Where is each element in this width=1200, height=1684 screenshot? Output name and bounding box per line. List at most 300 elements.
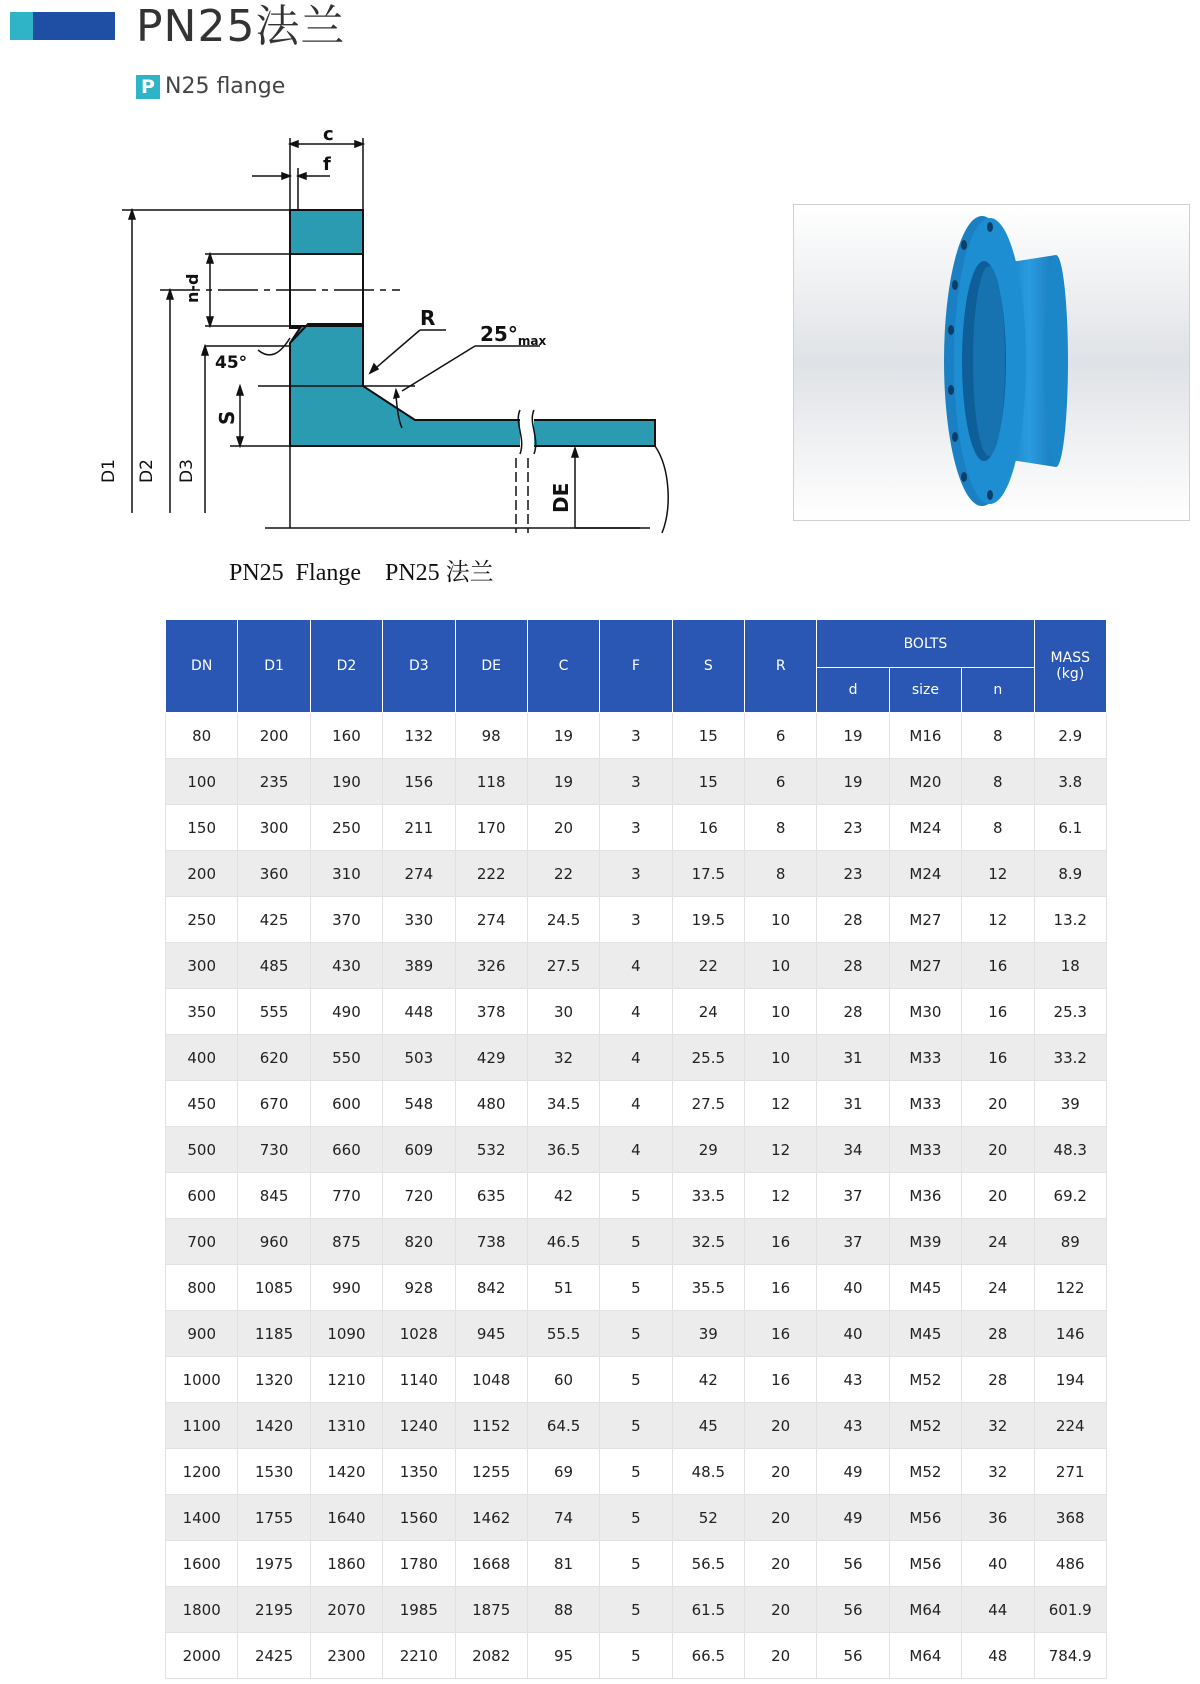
cell-de: 98 xyxy=(455,713,527,759)
col-header-bolts: BOLTS xyxy=(817,620,1034,668)
col-header-d3: D3 xyxy=(383,620,455,713)
cell-d1: 730 xyxy=(238,1127,310,1173)
cell-bolt-size: M33 xyxy=(889,1081,961,1127)
table-row xyxy=(166,1173,1107,1219)
cell-f: 4 xyxy=(600,943,672,989)
cell-dn: 1200 xyxy=(166,1449,238,1495)
cell-bolt-d: 19 xyxy=(817,713,889,759)
cell-mass: 2.9 xyxy=(1034,713,1107,759)
cell-d2: 875 xyxy=(310,1219,382,1265)
table-row xyxy=(166,759,1107,805)
cell-bolt-size: M56 xyxy=(889,1495,961,1541)
label-r: R xyxy=(420,306,436,330)
cell-d3: 274 xyxy=(383,851,455,897)
cell-d1: 1185 xyxy=(238,1311,310,1357)
page-title: PN25法兰 xyxy=(136,1,346,52)
cell-bolt-n: 12 xyxy=(962,851,1034,897)
table-row xyxy=(166,1541,1107,1587)
cell-r: 20 xyxy=(745,1587,817,1633)
cell-r: 8 xyxy=(745,851,817,897)
cell-d1: 555 xyxy=(238,989,310,1035)
cell-c: 64.5 xyxy=(527,1403,599,1449)
cell-d2: 1310 xyxy=(310,1403,382,1449)
col-header-de: DE xyxy=(455,620,527,713)
cell-r: 20 xyxy=(745,1541,817,1587)
cell-bolt-size: M56 xyxy=(889,1541,961,1587)
cell-s: 29 xyxy=(672,1127,744,1173)
cell-dn: 1600 xyxy=(166,1541,238,1587)
cell-bolt-size: M39 xyxy=(889,1219,961,1265)
cell-d1: 1085 xyxy=(238,1265,310,1311)
cell-bolt-d: 34 xyxy=(817,1127,889,1173)
cell-dn: 1800 xyxy=(166,1587,238,1633)
cell-d2: 1420 xyxy=(310,1449,382,1495)
cell-bolt-size: M64 xyxy=(889,1587,961,1633)
cell-mass: 784.9 xyxy=(1034,1633,1107,1679)
cell-d1: 845 xyxy=(238,1173,310,1219)
table-row xyxy=(166,1587,1107,1633)
cell-bolt-n: 44 xyxy=(962,1587,1034,1633)
cell-d2: 160 xyxy=(310,713,382,759)
cell-d2: 190 xyxy=(310,759,382,805)
cell-c: 51 xyxy=(527,1265,599,1311)
cell-bolt-size: M52 xyxy=(889,1449,961,1495)
cell-mass: 271 xyxy=(1034,1449,1107,1495)
cell-d3: 448 xyxy=(383,989,455,1035)
cell-dn: 1400 xyxy=(166,1495,238,1541)
col-header-bolt-n: n xyxy=(962,668,1034,713)
cell-c: 32 xyxy=(527,1035,599,1081)
cell-c: 60 xyxy=(527,1357,599,1403)
cell-bolt-size: M16 xyxy=(889,713,961,759)
cell-de: 635 xyxy=(455,1173,527,1219)
cell-bolt-d: 40 xyxy=(817,1265,889,1311)
cell-c: 88 xyxy=(527,1587,599,1633)
cell-bolt-n: 16 xyxy=(962,1035,1034,1081)
cell-de: 1462 xyxy=(455,1495,527,1541)
cell-d2: 990 xyxy=(310,1265,382,1311)
cell-f: 5 xyxy=(600,1587,672,1633)
cell-d3: 1560 xyxy=(383,1495,455,1541)
cell-bolt-n: 48 xyxy=(962,1633,1034,1679)
cell-de: 1875 xyxy=(455,1587,527,1633)
cell-bolt-n: 8 xyxy=(962,805,1034,851)
cell-s: 33.5 xyxy=(672,1173,744,1219)
cell-mass: 122 xyxy=(1034,1265,1107,1311)
cell-mass: 194 xyxy=(1034,1357,1107,1403)
cell-d3: 330 xyxy=(383,897,455,943)
table-row xyxy=(166,805,1107,851)
cell-bolt-size: M27 xyxy=(889,943,961,989)
cell-bolt-n: 20 xyxy=(962,1081,1034,1127)
cell-f: 5 xyxy=(600,1633,672,1679)
cell-c: 22 xyxy=(527,851,599,897)
cell-d1: 620 xyxy=(238,1035,310,1081)
cell-s: 17.5 xyxy=(672,851,744,897)
cell-de: 945 xyxy=(455,1311,527,1357)
label-s: S xyxy=(215,410,239,425)
cell-dn: 350 xyxy=(166,989,238,1035)
cell-d3: 156 xyxy=(383,759,455,805)
cell-bolt-n: 8 xyxy=(962,713,1034,759)
table-header-row xyxy=(166,620,1107,668)
label-angle xyxy=(480,322,546,348)
cell-mass: 89 xyxy=(1034,1219,1107,1265)
col-header-d1: D1 xyxy=(238,620,310,713)
cell-d3: 503 xyxy=(383,1035,455,1081)
cell-s: 32.5 xyxy=(672,1219,744,1265)
cell-s: 16 xyxy=(672,805,744,851)
cell-r: 20 xyxy=(745,1449,817,1495)
cell-r: 16 xyxy=(745,1311,817,1357)
cell-de: 1048 xyxy=(455,1357,527,1403)
table-row xyxy=(166,1219,1107,1265)
cell-mass: 601.9 xyxy=(1034,1587,1107,1633)
cell-c: 24.5 xyxy=(527,897,599,943)
cell-mass: 6.1 xyxy=(1034,805,1107,851)
cell-r: 6 xyxy=(745,759,817,805)
cell-d2: 660 xyxy=(310,1127,382,1173)
title-accent-bar xyxy=(10,12,115,40)
cell-bolt-d: 19 xyxy=(817,759,889,805)
cell-d3: 1240 xyxy=(383,1403,455,1449)
cell-de: 1152 xyxy=(455,1403,527,1449)
cell-mass: 25.3 xyxy=(1034,989,1107,1035)
cell-s: 42 xyxy=(672,1357,744,1403)
cell-r: 20 xyxy=(745,1403,817,1449)
table-row xyxy=(166,989,1107,1035)
cell-dn: 400 xyxy=(166,1035,238,1081)
cell-r: 12 xyxy=(745,1081,817,1127)
cell-c: 19 xyxy=(527,759,599,805)
cell-s: 25.5 xyxy=(672,1035,744,1081)
cell-c: 42 xyxy=(527,1173,599,1219)
cell-d1: 1530 xyxy=(238,1449,310,1495)
cell-d3: 1028 xyxy=(383,1311,455,1357)
cell-s: 15 xyxy=(672,759,744,805)
col-header-dn: DN xyxy=(166,620,238,713)
cell-d2: 770 xyxy=(310,1173,382,1219)
cell-s: 22 xyxy=(672,943,744,989)
cell-mass: 33.2 xyxy=(1034,1035,1107,1081)
cell-bolt-n: 24 xyxy=(962,1265,1034,1311)
label-d1: D1 xyxy=(99,459,119,483)
cell-c: 46.5 xyxy=(527,1219,599,1265)
cell-bolt-d: 23 xyxy=(817,851,889,897)
cell-d1: 360 xyxy=(238,851,310,897)
cell-dn: 700 xyxy=(166,1219,238,1265)
cell-bolt-n: 24 xyxy=(962,1219,1034,1265)
cell-mass: 368 xyxy=(1034,1495,1107,1541)
cell-d1: 1320 xyxy=(238,1357,310,1403)
cell-dn: 250 xyxy=(166,897,238,943)
cell-bolt-size: M24 xyxy=(889,805,961,851)
cell-f: 5 xyxy=(600,1495,672,1541)
cell-d3: 928 xyxy=(383,1265,455,1311)
cell-s: 56.5 xyxy=(672,1541,744,1587)
flange-section-drawing xyxy=(80,128,700,558)
cell-r: 8 xyxy=(745,805,817,851)
cell-s: 66.5 xyxy=(672,1633,744,1679)
cell-dn: 80 xyxy=(166,713,238,759)
table-row xyxy=(166,1311,1107,1357)
cell-d1: 1975 xyxy=(238,1541,310,1587)
cell-d3: 389 xyxy=(383,943,455,989)
cell-r: 12 xyxy=(745,1127,817,1173)
cell-d1: 485 xyxy=(238,943,310,989)
cell-f: 5 xyxy=(600,1449,672,1495)
cell-d1: 2195 xyxy=(238,1587,310,1633)
cell-c: 20 xyxy=(527,805,599,851)
cell-f: 5 xyxy=(600,1403,672,1449)
col-header-bolt-size: size xyxy=(889,668,961,713)
cell-bolt-size: M45 xyxy=(889,1265,961,1311)
cell-dn: 100 xyxy=(166,759,238,805)
cell-d3: 720 xyxy=(383,1173,455,1219)
cell-f: 4 xyxy=(600,989,672,1035)
cell-dn: 1000 xyxy=(166,1357,238,1403)
label-d2: D2 xyxy=(137,459,157,483)
cell-de: 378 xyxy=(455,989,527,1035)
cell-mass: 3.8 xyxy=(1034,759,1107,805)
cell-c: 69 xyxy=(527,1449,599,1495)
label-de: DE xyxy=(549,482,573,513)
cell-bolt-d: 31 xyxy=(817,1035,889,1081)
cell-f: 3 xyxy=(600,851,672,897)
page-subtitle: N25 flange xyxy=(165,74,286,99)
cell-de: 222 xyxy=(455,851,527,897)
cell-d3: 609 xyxy=(383,1127,455,1173)
cell-d1: 300 xyxy=(238,805,310,851)
cell-bolt-size: M33 xyxy=(889,1127,961,1173)
cell-de: 738 xyxy=(455,1219,527,1265)
cell-bolt-d: 31 xyxy=(817,1081,889,1127)
cell-bolt-d: 23 xyxy=(817,805,889,851)
cell-bolt-size: M20 xyxy=(889,759,961,805)
label-nd: n-d xyxy=(183,273,202,303)
cell-d1: 235 xyxy=(238,759,310,805)
flange-section-fill xyxy=(290,210,655,446)
cell-mass: 224 xyxy=(1034,1403,1107,1449)
cell-d1: 425 xyxy=(238,897,310,943)
col-header-s: S xyxy=(672,620,744,713)
cell-bolt-size: M36 xyxy=(889,1173,961,1219)
cell-bolt-size: M64 xyxy=(889,1633,961,1679)
cell-bolt-size: M52 xyxy=(889,1403,961,1449)
cell-s: 39 xyxy=(672,1311,744,1357)
table-row xyxy=(166,713,1107,759)
cell-f: 5 xyxy=(600,1219,672,1265)
table-row xyxy=(166,897,1107,943)
cell-bolt-size: M45 xyxy=(889,1311,961,1357)
table-row xyxy=(166,1127,1107,1173)
cell-de: 480 xyxy=(455,1081,527,1127)
cell-bolt-d: 40 xyxy=(817,1311,889,1357)
cell-de: 118 xyxy=(455,759,527,805)
cell-r: 16 xyxy=(745,1219,817,1265)
col-header-c: C xyxy=(527,620,599,713)
cell-bolt-n: 32 xyxy=(962,1403,1034,1449)
cell-d3: 1350 xyxy=(383,1449,455,1495)
cell-de: 274 xyxy=(455,897,527,943)
cell-bolt-d: 28 xyxy=(817,897,889,943)
cell-f: 5 xyxy=(600,1265,672,1311)
label-d3: D3 xyxy=(177,459,197,483)
cell-de: 532 xyxy=(455,1127,527,1173)
cell-f: 4 xyxy=(600,1035,672,1081)
cell-c: 74 xyxy=(527,1495,599,1541)
cell-bolt-d: 56 xyxy=(817,1633,889,1679)
cell-dn: 200 xyxy=(166,851,238,897)
cell-bolt-n: 20 xyxy=(962,1127,1034,1173)
cell-mass: 39 xyxy=(1034,1081,1107,1127)
cell-c: 81 xyxy=(527,1541,599,1587)
cell-bolt-d: 43 xyxy=(817,1357,889,1403)
cell-bolt-size: M27 xyxy=(889,897,961,943)
cell-mass: 69.2 xyxy=(1034,1173,1107,1219)
cell-dn: 800 xyxy=(166,1265,238,1311)
cell-d2: 490 xyxy=(310,989,382,1035)
cell-bolt-n: 20 xyxy=(962,1173,1034,1219)
cell-bolt-n: 12 xyxy=(962,897,1034,943)
cell-c: 95 xyxy=(527,1633,599,1679)
cell-bolt-size: M30 xyxy=(889,989,961,1035)
cell-f: 3 xyxy=(600,897,672,943)
cell-bolt-d: 28 xyxy=(817,989,889,1035)
table-row xyxy=(166,851,1107,897)
cell-c: 55.5 xyxy=(527,1311,599,1357)
cell-bolt-n: 40 xyxy=(962,1541,1034,1587)
cell-r: 6 xyxy=(745,713,817,759)
cell-dn: 150 xyxy=(166,805,238,851)
cell-d3: 132 xyxy=(383,713,455,759)
flange-render-image xyxy=(793,204,1190,521)
cell-de: 842 xyxy=(455,1265,527,1311)
col-header-r: R xyxy=(745,620,817,713)
cell-d2: 310 xyxy=(310,851,382,897)
cell-mass: 18 xyxy=(1034,943,1107,989)
mass-label: MASS xyxy=(1050,650,1090,666)
table-row xyxy=(166,1265,1107,1311)
cell-bolt-d: 49 xyxy=(817,1495,889,1541)
cell-d2: 1210 xyxy=(310,1357,382,1403)
cell-d3: 548 xyxy=(383,1081,455,1127)
cell-de: 1668 xyxy=(455,1541,527,1587)
cell-c: 36.5 xyxy=(527,1127,599,1173)
cell-s: 52 xyxy=(672,1495,744,1541)
cell-d1: 960 xyxy=(238,1219,310,1265)
cell-c: 34.5 xyxy=(527,1081,599,1127)
cell-dn: 2000 xyxy=(166,1633,238,1679)
cell-d1: 200 xyxy=(238,713,310,759)
cell-bolt-n: 8 xyxy=(962,759,1034,805)
cell-s: 35.5 xyxy=(672,1265,744,1311)
cell-bolt-n: 28 xyxy=(962,1357,1034,1403)
cell-bolt-size: M52 xyxy=(889,1357,961,1403)
cell-c: 27.5 xyxy=(527,943,599,989)
cell-s: 48.5 xyxy=(672,1449,744,1495)
cell-f: 3 xyxy=(600,713,672,759)
col-header-mass xyxy=(1034,620,1107,713)
label-angle-value: 25° xyxy=(480,322,518,346)
cell-de: 326 xyxy=(455,943,527,989)
cell-de: 1255 xyxy=(455,1449,527,1495)
cell-bolt-d: 37 xyxy=(817,1219,889,1265)
cell-s: 15 xyxy=(672,713,744,759)
cell-d2: 430 xyxy=(310,943,382,989)
table-row xyxy=(166,1449,1107,1495)
table-row xyxy=(166,1081,1107,1127)
cell-d2: 1860 xyxy=(310,1541,382,1587)
col-header-d2: D2 xyxy=(310,620,382,713)
cell-r: 12 xyxy=(745,1173,817,1219)
cell-d2: 1090 xyxy=(310,1311,382,1357)
cell-d3: 820 xyxy=(383,1219,455,1265)
cell-d2: 600 xyxy=(310,1081,382,1127)
cell-bolt-n: 16 xyxy=(962,943,1034,989)
cell-dn: 900 xyxy=(166,1311,238,1357)
cell-d1: 670 xyxy=(238,1081,310,1127)
cell-f: 3 xyxy=(600,759,672,805)
cell-bolt-n: 16 xyxy=(962,989,1034,1035)
cell-bolt-d: 28 xyxy=(817,943,889,989)
cell-bolt-d: 56 xyxy=(817,1541,889,1587)
cell-r: 10 xyxy=(745,897,817,943)
cell-dn: 450 xyxy=(166,1081,238,1127)
cell-r: 10 xyxy=(745,1035,817,1081)
cell-mass: 8.9 xyxy=(1034,851,1107,897)
cell-mass: 48.3 xyxy=(1034,1127,1107,1173)
table-row xyxy=(166,1403,1107,1449)
subtitle-badge: P xyxy=(136,75,160,99)
col-header-bolt-d: d xyxy=(817,668,889,713)
cell-d3: 1985 xyxy=(383,1587,455,1633)
cell-d2: 370 xyxy=(310,897,382,943)
cell-bolt-d: 43 xyxy=(817,1403,889,1449)
cell-f: 3 xyxy=(600,805,672,851)
cell-mass: 13.2 xyxy=(1034,897,1107,943)
cell-d2: 2300 xyxy=(310,1633,382,1679)
cell-f: 5 xyxy=(600,1173,672,1219)
cell-dn: 500 xyxy=(166,1127,238,1173)
cell-s: 19.5 xyxy=(672,897,744,943)
cell-bolt-n: 32 xyxy=(962,1449,1034,1495)
cell-s: 27.5 xyxy=(672,1081,744,1127)
table-row xyxy=(166,943,1107,989)
table-row xyxy=(166,1633,1107,1679)
cell-bolt-n: 36 xyxy=(962,1495,1034,1541)
cell-d2: 250 xyxy=(310,805,382,851)
table-body xyxy=(166,713,1107,1679)
table-row xyxy=(166,1357,1107,1403)
cell-s: 45 xyxy=(672,1403,744,1449)
cell-bolt-d: 49 xyxy=(817,1449,889,1495)
col-header-f: F xyxy=(600,620,672,713)
cell-dn: 300 xyxy=(166,943,238,989)
cell-r: 10 xyxy=(745,943,817,989)
cell-mass: 486 xyxy=(1034,1541,1107,1587)
cell-d3: 1140 xyxy=(383,1357,455,1403)
cell-dn: 1100 xyxy=(166,1403,238,1449)
cell-f: 5 xyxy=(600,1311,672,1357)
cell-d1: 1420 xyxy=(238,1403,310,1449)
cell-f: 5 xyxy=(600,1357,672,1403)
cell-d1: 1755 xyxy=(238,1495,310,1541)
mass-unit: (kg) xyxy=(1056,666,1085,682)
cell-r: 20 xyxy=(745,1633,817,1679)
cell-s: 61.5 xyxy=(672,1587,744,1633)
cell-d3: 211 xyxy=(383,805,455,851)
